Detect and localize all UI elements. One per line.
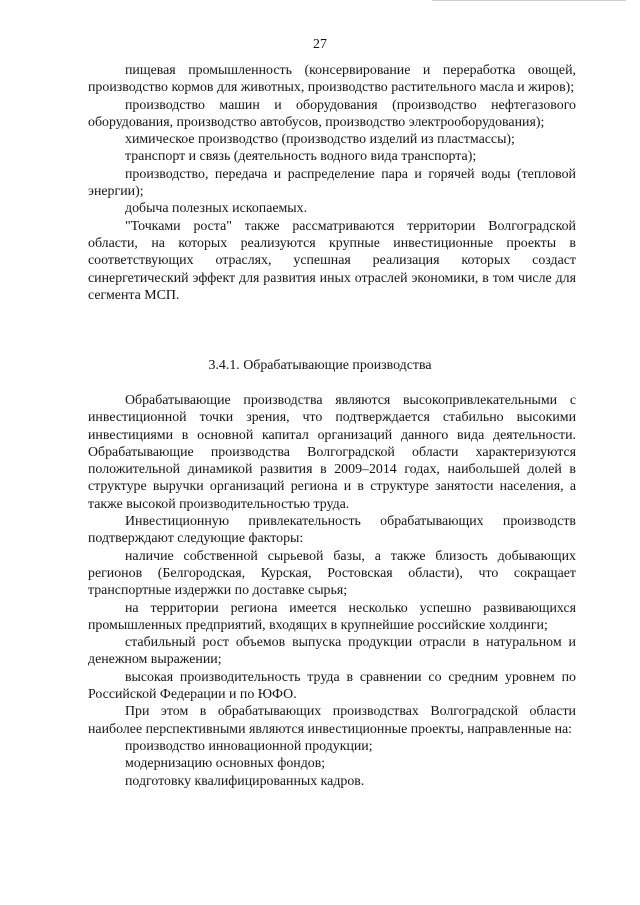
- top-rule: [432, 0, 626, 1]
- paragraph: стабильный рост объемов выпуска продукции отрасли в натуральном и денежном выражении;: [88, 635, 576, 668]
- paragraph: "Точками роста" также рассматриваются территории Волгоградской области, на которых реализуются крупные инвестиционные проекты в соответствующих отраслях, успешная реализация которых создаст синергетический эффект для развития иных отраслей экономики, в том числе для сегмента МСП.: [88, 218, 576, 303]
- paragraph: на территории региона имеется несколько успешно развивающихся промышленных предприятий, входящих в крупнейшие российские холдинги;: [88, 600, 576, 633]
- paragraph: Обрабатывающие производства являются высокопривлекательными с инвестиционной точки зрения, что подтверждается стабильно высокими инвестициями в основной капитал организаций данного вида деятельности. Обрабатывающие производства Волгоградской области характеризуются положительной динамикой развития в 2009–2014 годах, наибольшей долей в структуре выручки организаций региона и в структуре занятости населения, а также высокой производительностью труда.: [88, 393, 576, 512]
- paragraph: добыча полезных ископаемых.: [125, 201, 308, 217]
- paragraph: транспорт и связь (деятельность водного вида транспорта);: [125, 149, 477, 165]
- paragraph: производство машин и оборудования (производство нефтегазового оборудования, производство автобусов, производство электрооборудования);: [88, 97, 576, 130]
- list-item: производство инновационной продукции;: [125, 738, 373, 754]
- page-number: 27: [313, 37, 327, 52]
- paragraph: наличие собственной сырьевой базы, а также близость добывающих регионов (Белгородская, Курская, Ростовская области), что сокращает транспортные издержки по доставке сырья;: [88, 548, 576, 599]
- list-item: модернизацию основных фондов;: [125, 756, 326, 772]
- paragraph: Инвестиционную привлекательность обрабатывающих производств подтверждают следующие факторы:: [88, 514, 576, 547]
- paragraph: пищевая промышленность (консервирование и переработка овощей, производство кормов для животных, производство растительного масла и жиров);: [88, 63, 576, 96]
- paragraph: производство, передача и распределение пара и горячей воды (тепловой энергии);: [88, 166, 576, 200]
- section-heading: 3.4.1. Обрабатывающие производства: [208, 358, 432, 373]
- section-text-block: [88, 392, 576, 790]
- list-item: подготовку квалифицированных кадров.: [125, 773, 365, 789]
- paragraph: химическое производство (производство изделий из пластмассы);: [125, 132, 515, 148]
- paragraph: высокая производительность труда в сравнении со средним уровнем по Российской Федерации и по ЮФО.: [88, 669, 576, 703]
- paragraph: При этом в обрабатывающих производствах Волгоградской области наиболее перспективными являются инвестиционные проекты, направленные на:: [88, 704, 576, 737]
- intro-text-block: [88, 62, 576, 304]
